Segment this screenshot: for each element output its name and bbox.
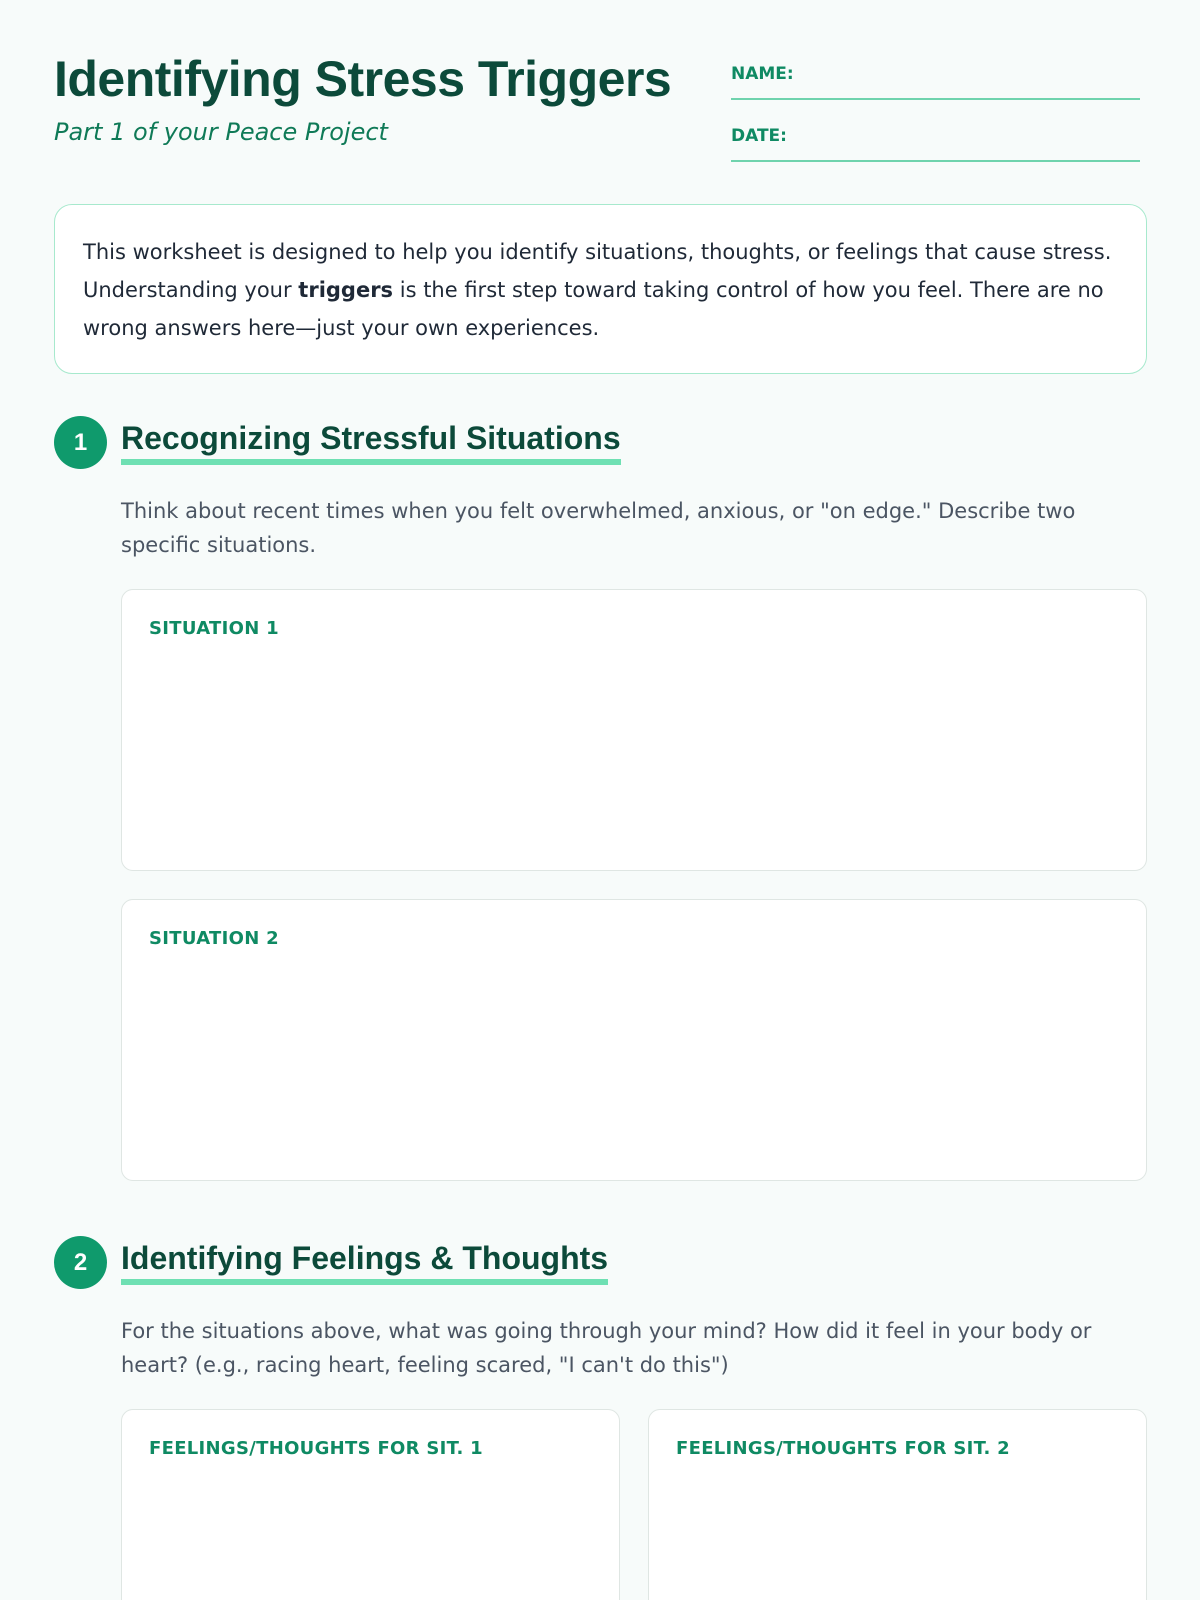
section-2-title: Identifying Feelings & Thoughts	[121, 1240, 608, 1285]
situation-1-label: SITUATION 1	[149, 618, 279, 639]
feelings-thoughts-1-box[interactable]	[121, 1409, 620, 1600]
intro-text-bold: triggers	[298, 278, 394, 302]
feelings-thoughts-2-box[interactable]	[648, 1409, 1147, 1600]
section-1-description: Think about recent times when you felt overwhelmed, anxious, or "on edge." Describe two specific situations.	[121, 499, 1076, 557]
intro-box	[54, 204, 1147, 374]
section-1-title: Recognizing Stressful Situations	[121, 420, 621, 465]
section-2-description: For the situations above, what was going through your mind? How did it feel in your body or heart? (e.g., racing heart, feeling scared, "I can't do this")	[121, 1319, 1092, 1377]
situation-2-label: SITUATION 2	[149, 928, 279, 949]
intro-text-start: This worksheet is designed to help you identify situations, thoughts, or feelings that cause stress. Understanding your	[83, 240, 1112, 302]
page-subtitle: Part 1 of your Peace Project	[54, 118, 388, 146]
worksheet-header	[54, 0, 1146, 200]
date-label: DATE:	[731, 126, 787, 146]
situation-2-box[interactable]	[121, 899, 1147, 1181]
section-2-number-badge: 2	[54, 1236, 107, 1289]
name-label: NAME:	[731, 64, 794, 84]
feelings-thoughts-1-label: FEELINGS/THOUGHTS FOR SIT. 1	[149, 1438, 483, 1459]
intro-text-end: is the first step toward taking control of how you feel. There are no wrong answers here—just your own experiences.	[83, 278, 1104, 340]
section-1-number-badge: 1	[54, 416, 107, 469]
name-field[interactable]	[731, 60, 1140, 100]
page-title: Identifying Stress Triggers	[54, 51, 672, 107]
date-field[interactable]	[731, 122, 1140, 162]
feelings-thoughts-2-label: FEELINGS/THOUGHTS FOR SIT. 2	[676, 1438, 1010, 1459]
situation-1-box[interactable]	[121, 589, 1147, 871]
